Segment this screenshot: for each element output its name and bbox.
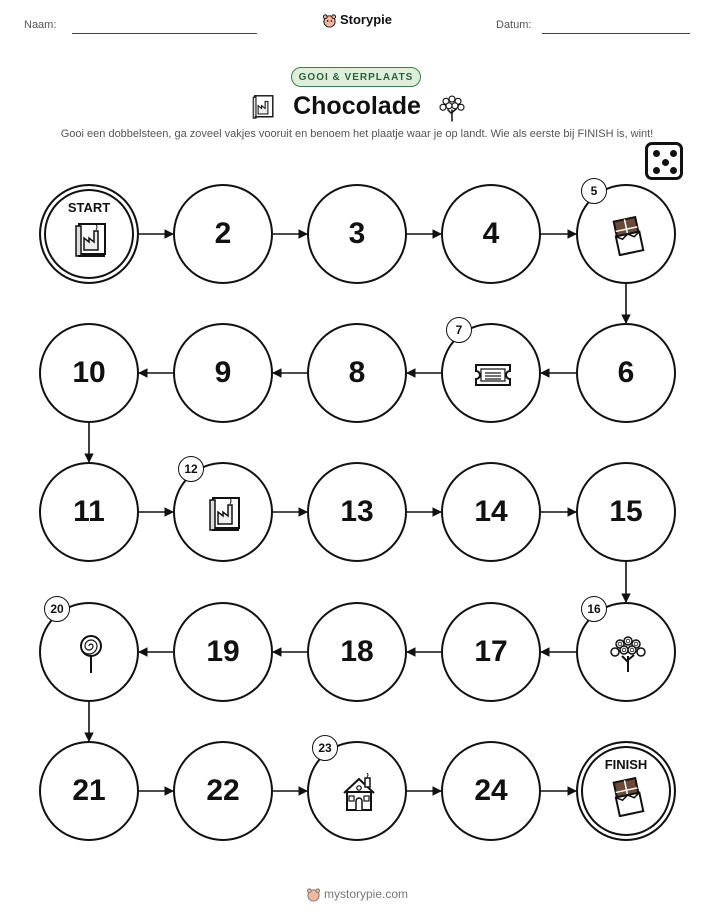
space-number: 2 — [214, 217, 232, 250]
board-space-8[interactable] — [307, 323, 407, 423]
board-space-19[interactable] — [173, 602, 273, 702]
space-number: 22 — [206, 774, 240, 807]
date-label: Datum: — [496, 19, 532, 31]
board-space-12[interactable] — [173, 462, 273, 562]
space-number-badge: 12 — [178, 456, 204, 482]
board-space-13[interactable] — [307, 462, 407, 562]
space-number: 15 — [609, 495, 643, 528]
board-space-21[interactable] — [39, 741, 139, 841]
space-number: 6 — [617, 356, 635, 389]
candy-tree-icon — [608, 634, 648, 674]
storypie-mascot-icon — [306, 887, 321, 902]
name-label: Naam: — [24, 19, 57, 31]
board-space-11[interactable] — [39, 462, 139, 562]
board-space-6[interactable] — [576, 323, 676, 423]
space-number: 19 — [206, 635, 240, 668]
space-number: 21 — [72, 774, 106, 807]
board-space-22[interactable] — [173, 741, 273, 841]
board-space-10[interactable] — [39, 323, 139, 423]
page-title: Chocolade — [293, 92, 421, 120]
board-space-2[interactable] — [173, 184, 273, 284]
space-number: 14 — [474, 495, 508, 528]
space-number: 10 — [72, 356, 106, 389]
factory-book-icon — [205, 494, 245, 534]
space-number: 17 — [474, 635, 508, 668]
golden-ticket-icon — [473, 355, 513, 395]
finish-space[interactable] — [576, 741, 676, 841]
brand-name: Storypie — [339, 12, 392, 27]
space-number: 8 — [348, 356, 366, 389]
board-space-23[interactable] — [307, 741, 407, 841]
finish-label: FINISH — [604, 757, 648, 772]
board-space-18[interactable] — [307, 602, 407, 702]
board-space-14[interactable] — [441, 462, 541, 562]
space-number-badge: 5 — [581, 178, 607, 204]
board-space-4[interactable] — [441, 184, 541, 284]
space-number: 24 — [474, 774, 508, 807]
space-number: 9 — [214, 356, 232, 389]
board-space-16[interactable] — [576, 602, 676, 702]
factory-book-icon — [71, 220, 111, 260]
chocolate-bar-icon — [608, 216, 648, 256]
candy-house-icon — [339, 773, 379, 813]
start-label: START — [67, 200, 111, 215]
instructions: Gooi een dobbelsteen, ga zoveel vakjes vooruit en benoem het plaatje waar je op landt. Wie als eerste bij FINISH is, wint! — [60, 128, 654, 140]
lollipop-icon — [71, 634, 111, 674]
board-space-17[interactable] — [441, 602, 541, 702]
footer-url[interactable]: mystorypie.com — [323, 887, 409, 901]
board-space-20[interactable] — [39, 602, 139, 702]
board-space-9[interactable] — [173, 323, 273, 423]
space-number: 11 — [73, 495, 105, 528]
space-number-badge: 20 — [44, 596, 70, 622]
space-number: 13 — [340, 495, 374, 528]
board-space-15[interactable] — [576, 462, 676, 562]
game-type-badge: GOOI & VERPLAATS — [291, 67, 421, 87]
space-number: 3 — [348, 217, 366, 250]
space-number: 18 — [340, 635, 374, 668]
board-space-24[interactable] — [441, 741, 541, 841]
board-space-3[interactable] — [307, 184, 407, 284]
space-number: 4 — [482, 217, 500, 250]
board-space-7[interactable] — [441, 323, 541, 423]
board-space-5[interactable] — [576, 184, 676, 284]
space-number-badge: 23 — [312, 735, 338, 761]
chocolate-bar-icon — [608, 777, 648, 817]
start-space[interactable] — [39, 184, 139, 284]
footer — [0, 887, 714, 902]
space-number-badge: 7 — [446, 317, 472, 343]
space-number-badge: 16 — [581, 596, 607, 622]
